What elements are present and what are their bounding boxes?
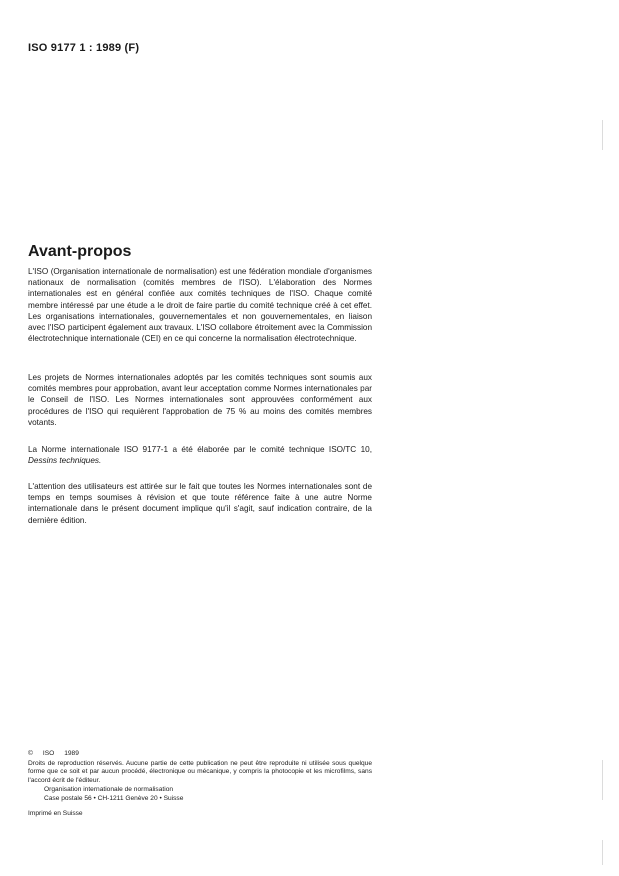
document-reference: ISO 9177 1 : 1989 (F) — [28, 42, 140, 54]
paragraph-iso-intro: L'ISO (Organisation internationale de normalisation) est une fédération mondiale d'organismes nationaux de normalisation (comités membres de l'ISO). L'élaboration des Normes internationales est en général confiée aux comités techniques de l'ISO. Chaque comité membre intéressé par une étude a le droit de faire partie du comité technique créé à cet effet. Les organisations internationales, gouvernementales et non gouvernementales, en liaison avec l'ISO participent également aux travaux. L'ISO collabore étroitement avec la Commission électrotechnique internationale (CEI) en ce qui concerne la normalisation électrotechnique. — [28, 267, 372, 344]
footer — [28, 750, 372, 818]
section-title: Avant-propos — [28, 243, 132, 260]
copyright-org: ISO — [42, 750, 55, 757]
scan-artifact — [602, 760, 603, 800]
scan-artifact — [602, 120, 603, 150]
copyright-line — [28, 750, 372, 759]
paragraph-approval: Les projets de Normes internationales adoptés par les comités techniques sont soumis aux comités membres pour approbation, avant leur acceptation comme Normes internationales par le Conseil de l'ISO. Les Normes internationales sont approuvées conformément aux procédures de l'ISO qui requièrent l'approbation de 75 % au moins des comités membres votants. — [28, 373, 372, 427]
copyright-symbol: © — [28, 750, 33, 757]
scan-artifact — [602, 840, 603, 865]
paragraph-revision-notice: L'attention des utilisateurs est attirée sur le fait que toutes les Normes internationales sont de temps en temps soumises à révision et que toute référence faite à une autre Norme internationale dans le présent document implique qu'il s'agit, sauf indication contraire, de la dernière édition. — [28, 482, 372, 525]
paragraph-norm-origin — [28, 444, 372, 466]
copyright-year: 1989 — [64, 750, 79, 757]
rights-notice: Droits de reproduction réservés. Aucune partie de cette publication ne peut être reproduite ni utilisée sous quelque forme que ce soit et par aucun procédé, électronique ou mécanique, y compris la photocopie et les microfilms, sans l'accord écrit de l'éditeur. — [28, 759, 372, 784]
norm-origin-text: La Norme internationale ISO 9177-1 a été élaborée par le comité technique ISO/TC 10, — [28, 445, 372, 454]
organization-name: Organisation internationale de normalisation — [44, 786, 174, 794]
printed-in: Imprimé en Suisse — [28, 809, 83, 817]
committee-title: Dessins techniques. — [28, 456, 102, 466]
postal-address: Case postale 56 • CH-1211 Genève 20 • Suisse — [44, 794, 184, 802]
